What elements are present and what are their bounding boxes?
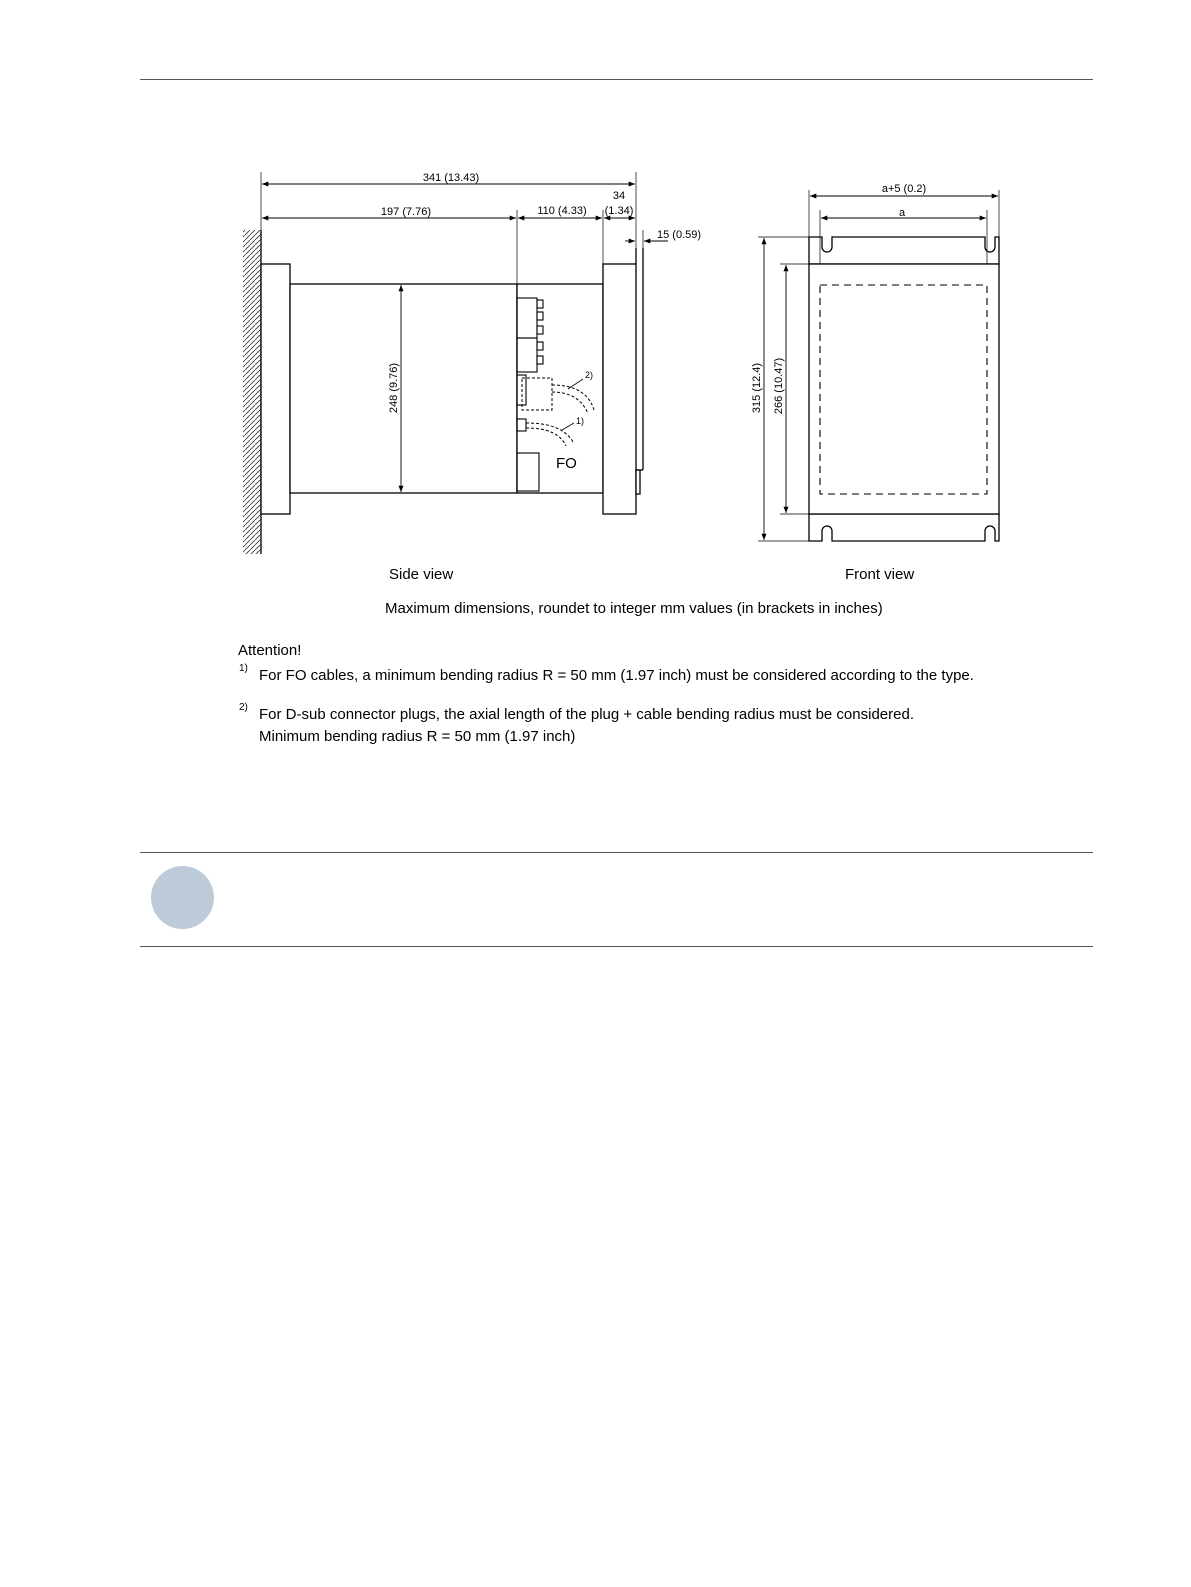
figure-caption: Maximum dimensions, roundet to integer mm values (in brackets in inches) bbox=[385, 600, 883, 617]
dim-panel-offset: 15 (0.59) bbox=[657, 229, 702, 241]
dim-overall-depth: 341 (13.43) bbox=[422, 172, 480, 184]
footnote-mark-1: 1) bbox=[239, 663, 248, 674]
dim-front-depth-in: (1.34) bbox=[604, 205, 634, 217]
front-view-label: Front view bbox=[845, 566, 915, 583]
top-mounting-bracket bbox=[809, 237, 999, 264]
mark-1: 1) bbox=[576, 416, 585, 426]
front-view bbox=[758, 190, 999, 541]
dim-front-height-inner: 266 (10.47) bbox=[773, 357, 785, 415]
footnote-mark-2: 2) bbox=[239, 702, 248, 713]
footnote-1-text: For FO cables, a minimum bending radius R = 50 mm (1.97 inch) must be considered according to the type. bbox=[259, 667, 974, 684]
housing-body bbox=[290, 284, 517, 493]
mounting-wall-hatch bbox=[243, 230, 261, 554]
bottom-mounting-bracket bbox=[809, 514, 999, 541]
dim-front-width-outer: a+5 (0.2) bbox=[881, 183, 927, 195]
note-top-rule bbox=[140, 852, 1093, 853]
fo-label: FO bbox=[556, 455, 577, 472]
dim-front-height-outer: 315 (12.4) bbox=[751, 362, 763, 414]
mark-2: 2) bbox=[585, 370, 594, 380]
front-flange bbox=[603, 264, 636, 514]
dim-front-depth-mm: 34 bbox=[612, 190, 626, 202]
side-view bbox=[243, 172, 668, 554]
dim-housing-depth: 197 (7.76) bbox=[380, 206, 432, 218]
dim-housing-height: 248 (9.76) bbox=[388, 362, 400, 414]
dim-front-width-inner: a bbox=[898, 207, 906, 219]
note-icon bbox=[151, 866, 214, 929]
footnote-2-text-line2: Minimum bending radius R = 50 mm (1.97 inch) bbox=[259, 728, 576, 745]
footnote-2-text: For D-sub connector plugs, the axial length of the plug + cable bending radius must be considered. bbox=[259, 706, 914, 723]
side-view-label: Side view bbox=[389, 566, 454, 583]
rear-flange bbox=[261, 264, 290, 514]
dim-connector-depth: 110 (4.33) bbox=[537, 205, 587, 217]
note-bottom-rule bbox=[140, 946, 1093, 947]
front-body bbox=[809, 264, 999, 514]
attention-heading: Attention! bbox=[238, 642, 302, 659]
